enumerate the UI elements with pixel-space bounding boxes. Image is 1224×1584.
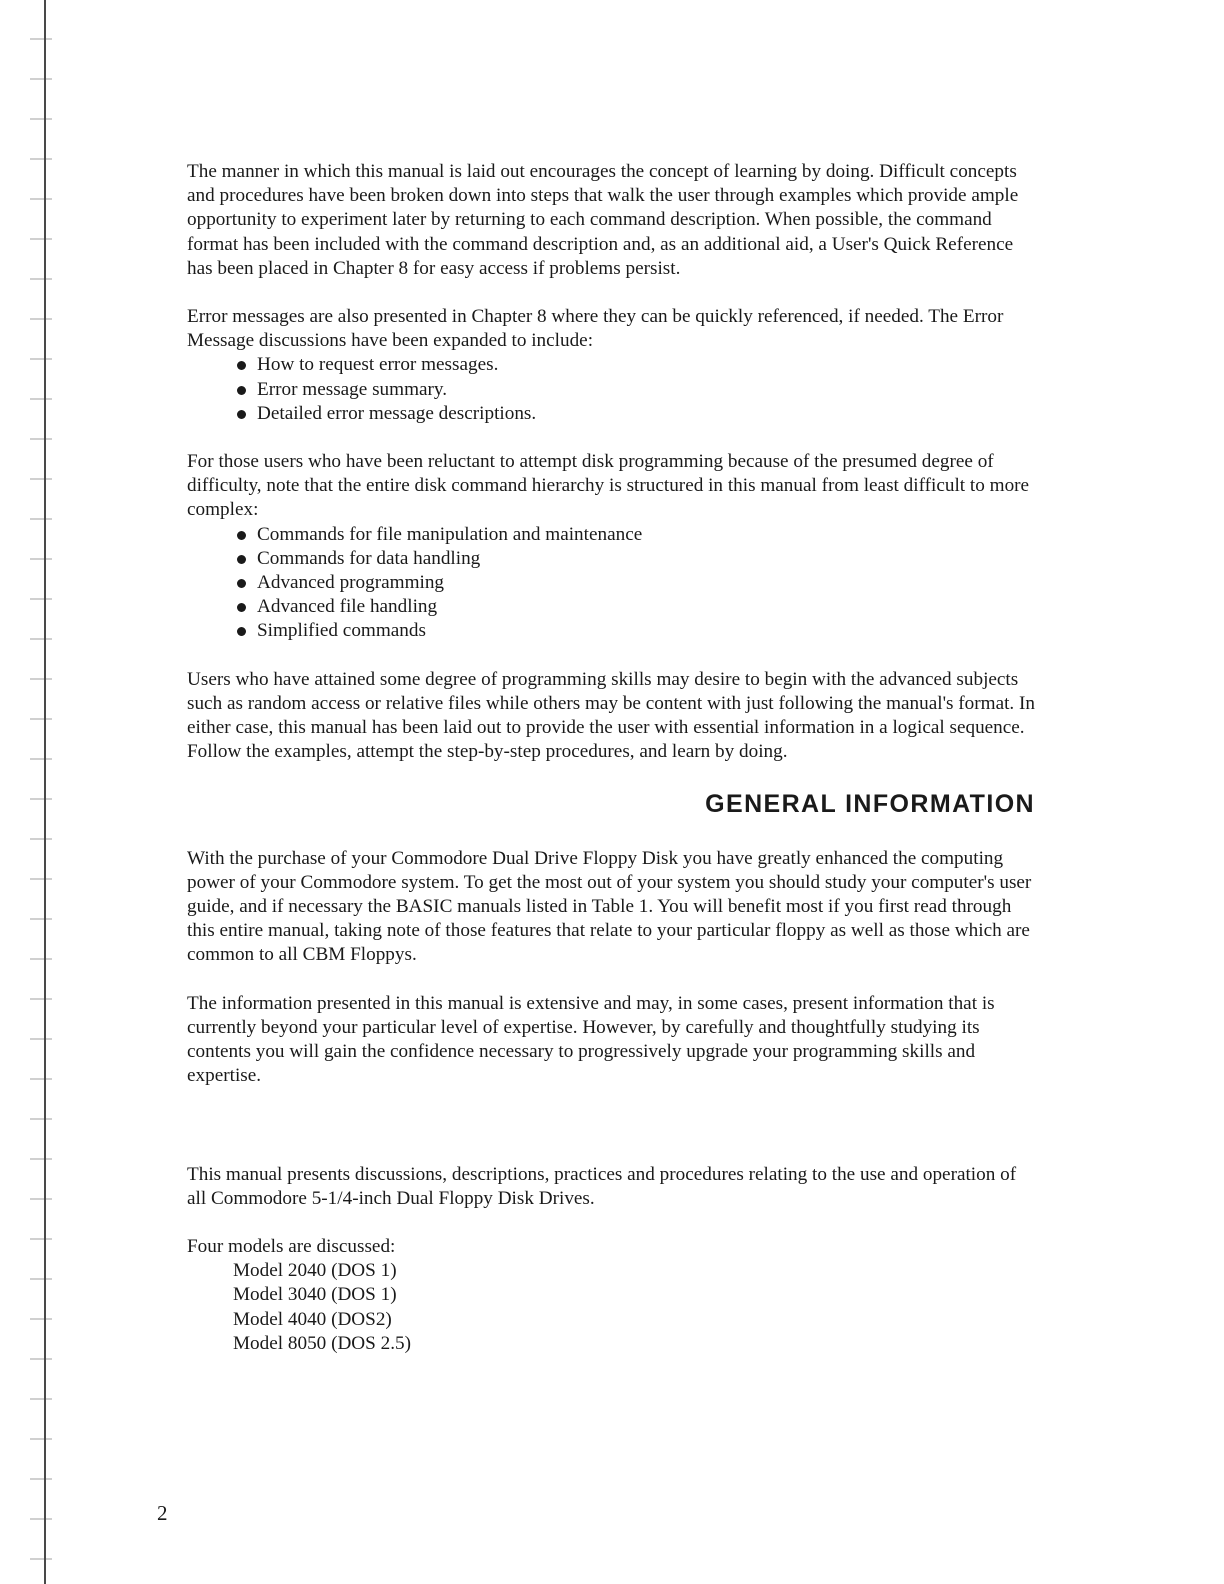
paragraph-information-extensive: The information presented in this manual is extensive and may, in some cases, present information that is currently beyond your particular level of expertise. However, by carefully and thoughtfully studying its contents you will gain the confidence necessary to progressively upgrade your programming skills and expertise. <box>187 992 995 1087</box>
paragraph-advanced-users: Users who have attained some degree of programming skills may desire to begin with the advanced subjects such as random access or relative files while others may be content with just following the manual's format. In either case, this manual has been laid out to provide the user with essential information in a logical sequence. Follow the examples, attempt the step-by-step procedures, and learn by doing. <box>187 668 1036 763</box>
models-list <box>187 1259 1037 1356</box>
list-item: Commands for file manipulation and maintenance <box>235 523 1037 547</box>
paragraph-learning-by-doing: The manner in which this manual is laid out encourages the concept of learning by doing. Difficult concepts and procedures have been broken down into steps that walk the user through examples which provide ample opportunity to experiment later by returning to each command description. When possible, the command format has been included with the command description and, as an additional aid, a User's Quick Reference has been placed in Chapter 8 for easy access if problems persist. <box>187 161 1019 279</box>
list-item: Advanced programming <box>235 571 1037 595</box>
list-item: Model 8050 (DOS 2.5) <box>233 1332 412 1354</box>
list-item: Model 3040 (DOS 1) <box>233 1284 397 1306</box>
section-heading: GENERAL INFORMATION <box>705 790 1035 819</box>
page-body <box>187 160 1037 1356</box>
binding-edge-scan-artifact <box>30 0 52 1584</box>
list-item: Simplified commands <box>235 619 1037 643</box>
list-item: Model 2040 (DOS 1) <box>233 1260 397 1282</box>
error-topics-list <box>187 353 1037 426</box>
list-item: Detailed error message descriptions. <box>235 402 1037 426</box>
command-hierarchy-list <box>187 523 1037 644</box>
page-number: 2 <box>157 1501 168 1525</box>
list-item: Model 4040 (DOS2) <box>233 1308 392 1330</box>
list-item: Error message summary. <box>235 378 1037 402</box>
paragraph-manual-scope: This manual presents discussions, descriptions, practices and procedures relating to the use and operation of all Commodore 5-1/4-inch Dual Floppy Disk Drives. <box>187 1163 1017 1209</box>
paragraph-purchase: With the purchase of your Commodore Dual Drive Floppy Disk you have greatly enhanced the computing power of your Commodore system. To get the most out of your system you should study your computer's user guide, and if necessary the BASIC manuals listed in Table 1. You will benefit most if you first read through this entire manual, taking note of those features that relate to your particular floppy as well as those which are common to all CBM Floppys. <box>187 847 1032 966</box>
list-item: Advanced file handling <box>235 595 1037 619</box>
list-item: How to request error messages. <box>235 353 1037 377</box>
list-item: Commands for data handling <box>235 547 1037 571</box>
paragraph-models-intro: Four models are discussed: <box>187 1235 396 1257</box>
paragraph-error-messages: Error messages are also presented in Chapter 8 where they can be quickly referenced, if needed. The Error Message discussions have been expanded to include: <box>187 306 1004 352</box>
paragraph-command-hierarchy: For those users who have been reluctant to attempt disk programming because of the presumed degree of difficulty, note that the entire disk command hierarchy is structured in this manual from least difficult to more complex: <box>187 451 1030 521</box>
